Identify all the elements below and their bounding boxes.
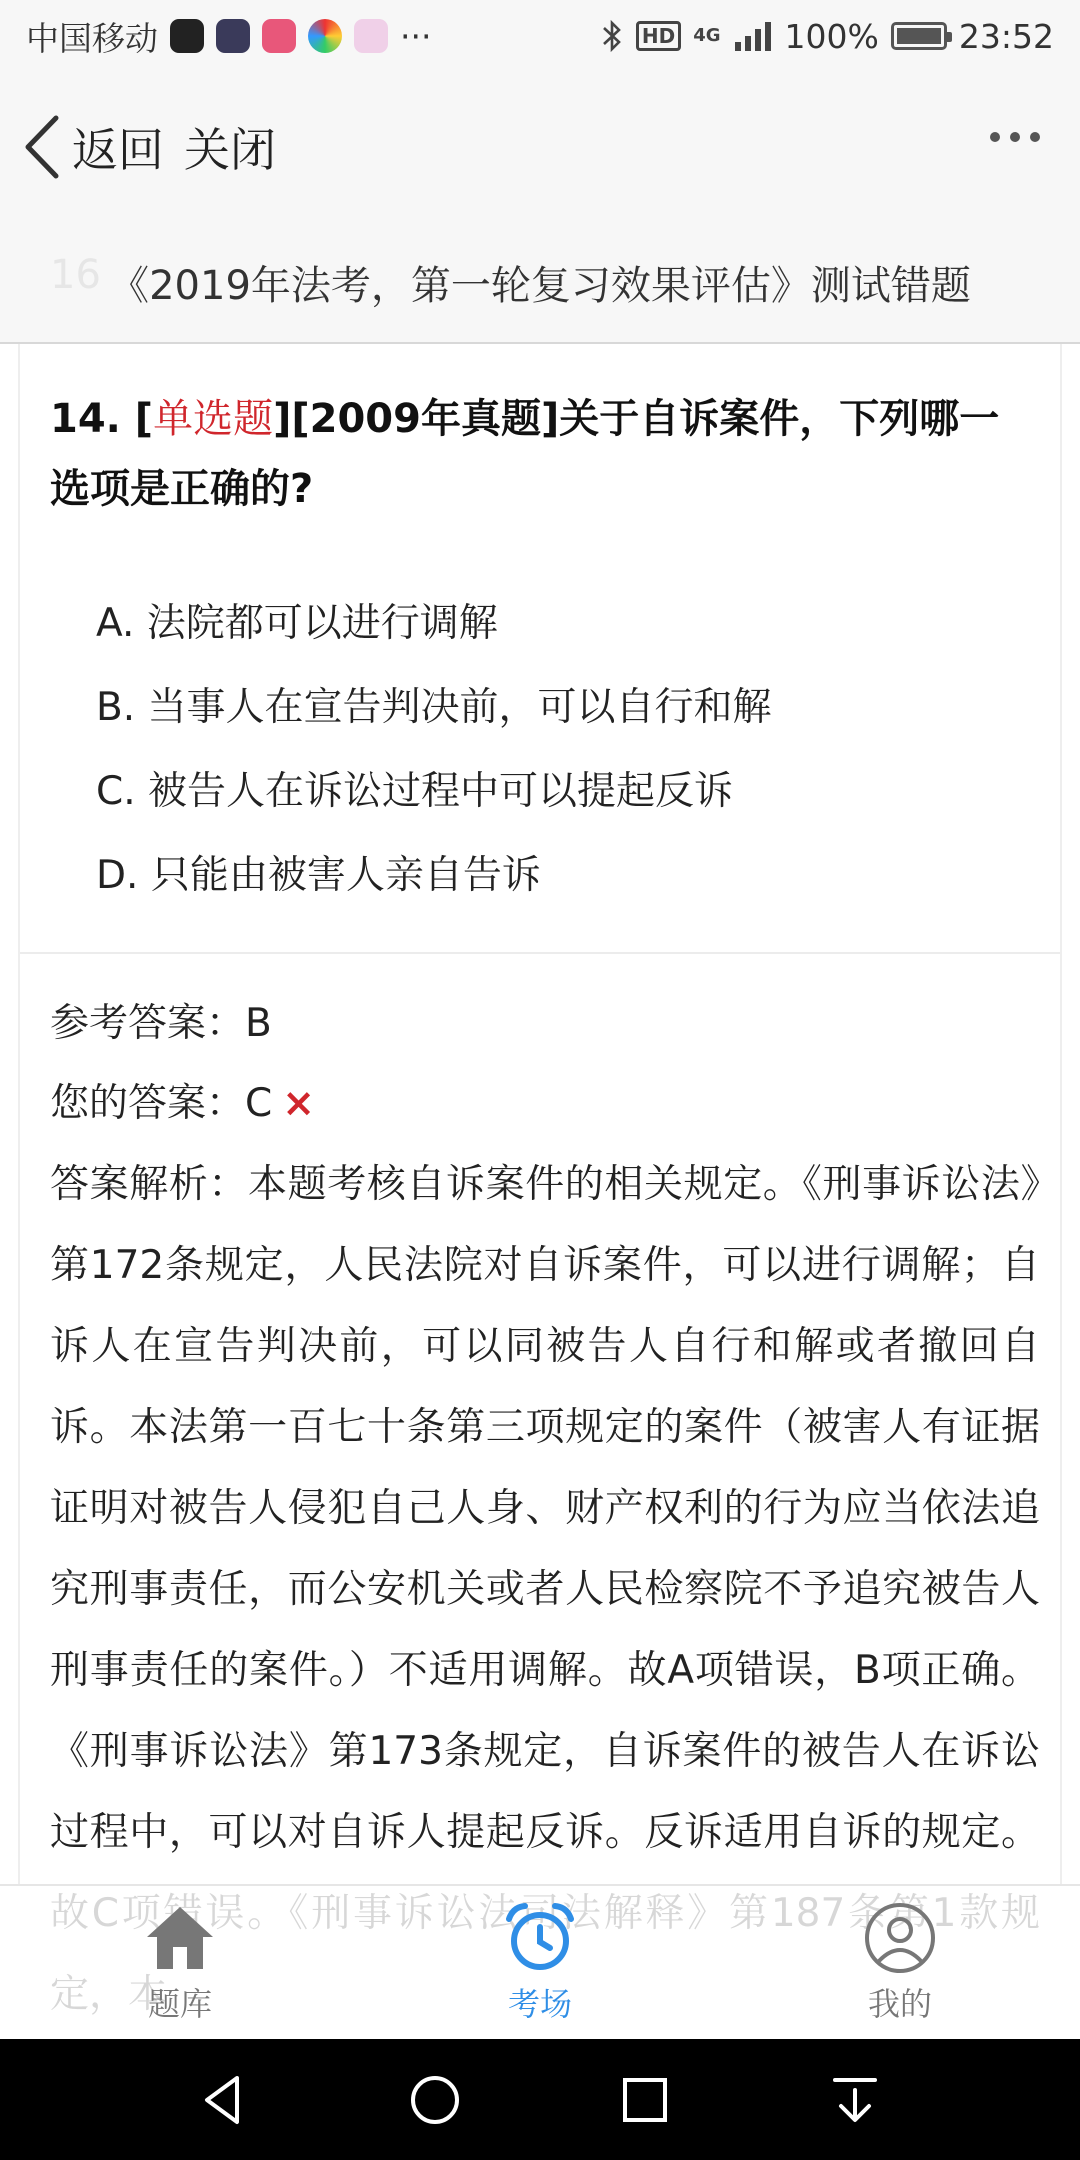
reference-answer-value: B: [245, 1001, 272, 1046]
option-b[interactable]: B. 当事人在宣告判决前，可以自行和解: [96, 685, 772, 730]
signal-icon: [733, 20, 773, 52]
status-right: [600, 17, 1054, 56]
tab-exam-room[interactable]: [440, 1901, 640, 2025]
tiktok-icon: [170, 19, 204, 53]
option-a[interactable]: A. 法院都可以进行调解: [96, 601, 498, 646]
home-circle-icon[interactable]: [403, 2068, 467, 2132]
battery-icon: [891, 22, 947, 50]
tab-question-bank[interactable]: [80, 1901, 280, 2025]
option-d[interactable]: D. 只能由被害人亲自告诉: [96, 853, 541, 898]
your-answer-value: C: [245, 1081, 273, 1126]
bottom-tab-bar: [0, 1884, 1080, 2039]
carrier-label: 中国移动: [26, 18, 158, 58]
home-icon: [143, 1901, 217, 1975]
system-nav-bar: [0, 2039, 1080, 2160]
network-type-label: 4G: [693, 25, 721, 46]
clock: 23:52: [958, 16, 1054, 56]
question-number: 14. [: [50, 396, 154, 442]
page-title: 《2019年法考，第一轮复习效果评估》测试错题: [109, 262, 971, 309]
app-notification-icon: [354, 19, 388, 53]
status-bar: [0, 0, 1080, 72]
back-label: 返回: [72, 123, 164, 177]
more-notifications-icon: ···: [400, 16, 432, 56]
user-icon: [863, 1901, 937, 1975]
back-triangle-icon[interactable]: [193, 2068, 257, 2132]
reference-answer-label: 参考答案：: [50, 1001, 246, 1046]
faded-text: 16: [50, 252, 101, 298]
close-button[interactable]: 关闭: [184, 123, 276, 177]
notification-pulldown-icon[interactable]: [823, 2068, 887, 2132]
page-title-bar: [0, 222, 1080, 344]
more-menu-icon[interactable]: [990, 132, 1040, 142]
question-stem: [20, 344, 1060, 524]
answer-section: [50, 984, 1040, 2035]
option-c[interactable]: C. 被告人在诉讼过程中可以提起反诉: [96, 769, 734, 814]
wrong-icon: ×: [282, 1081, 315, 1126]
tab-label: 我的: [867, 1984, 932, 2023]
alarm-clock-icon: [503, 1901, 577, 1975]
app-notification-icon: [308, 19, 342, 53]
question-type: 单选题: [153, 396, 274, 442]
recent-apps-icon[interactable]: [613, 2068, 677, 2132]
answer-explanation: 答案解析：本题考核自诉案件的相关规定。《刑事诉讼法》第172条规定，人民法院对自诉案件，可以进行调解；自诉人在宣告判决前，可以同被告人自行和解或者撤回自诉。本法第一百七十条第三项规定的案件（被害人有证据证明对被告人侵犯自己人身、财产权利的行为应当依法追究刑事责任，而公安机关或者人民检察院不予追究被告人刑事责任的案件。）不适用调解。故A项错误，B项正确。《刑事诉讼法》第173条规定，自诉案件的被告人在诉讼过程中，可以对自诉人提起反诉。反诉适用自诉的规定。: [50, 1162, 1040, 1855]
tab-profile[interactable]: [800, 1901, 1000, 2025]
tab-label: 题库: [147, 1984, 212, 2023]
nav-bar: [0, 72, 1080, 222]
hd-badge: HD: [636, 21, 681, 51]
battery-percent: 100%: [784, 16, 879, 56]
reference-answer: [50, 984, 1040, 1064]
app-notification-icon: [216, 19, 250, 53]
options-list: [20, 524, 1060, 918]
your-answer: [50, 1064, 1040, 1144]
divider: [20, 952, 1060, 954]
your-answer-label: 您的答案：: [50, 1081, 246, 1126]
tab-label: 考场: [507, 1984, 572, 2023]
question-text: ][2009年真题]关于自诉案件，下列哪一选项是正确的?: [50, 396, 1000, 512]
bluetooth-icon: [600, 19, 624, 53]
app-notification-icon: [262, 19, 296, 53]
chevron-left-icon: [20, 112, 64, 182]
status-left: [26, 13, 431, 60]
battery-fill: [897, 28, 941, 44]
question-card: [18, 344, 1062, 1884]
back-button[interactable]: [20, 112, 164, 182]
